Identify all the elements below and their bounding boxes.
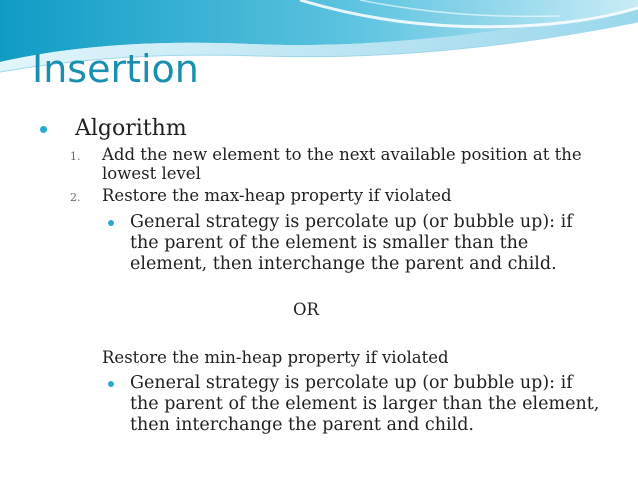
max-heap-strategy-line: the parent of the element is smaller than the xyxy=(130,233,529,253)
bullet-dot-icon xyxy=(108,381,114,387)
or-separator: OR xyxy=(293,300,319,319)
max-heap-strategy-line: element, then interchange the parent and child. xyxy=(130,254,557,274)
slide-title: Insertion xyxy=(32,47,199,91)
step-number: 2. xyxy=(70,191,81,204)
bullet-dot-icon xyxy=(40,126,47,133)
min-heap-strategy-line: then interchange the parent and child. xyxy=(130,415,474,435)
step-number: 1. xyxy=(70,150,81,163)
bullet-algorithm: Algorithm xyxy=(75,116,187,141)
step-text-line: lowest level xyxy=(102,164,201,183)
step-text-line: Add the new element to the next available position at the xyxy=(102,145,582,164)
max-heap-strategy-line: General strategy is percolate up (or bubble up): if xyxy=(130,212,573,232)
bullet-dot-icon xyxy=(108,220,114,226)
step-text-line: Restore the max-heap property if violated xyxy=(102,186,452,205)
min-heap-strategy-line: the parent of the element is larger than the element, xyxy=(130,394,600,414)
min-heap-heading: Restore the min-heap property if violated xyxy=(102,348,449,367)
min-heap-strategy-line: General strategy is percolate up (or bubble up): if xyxy=(130,373,573,393)
